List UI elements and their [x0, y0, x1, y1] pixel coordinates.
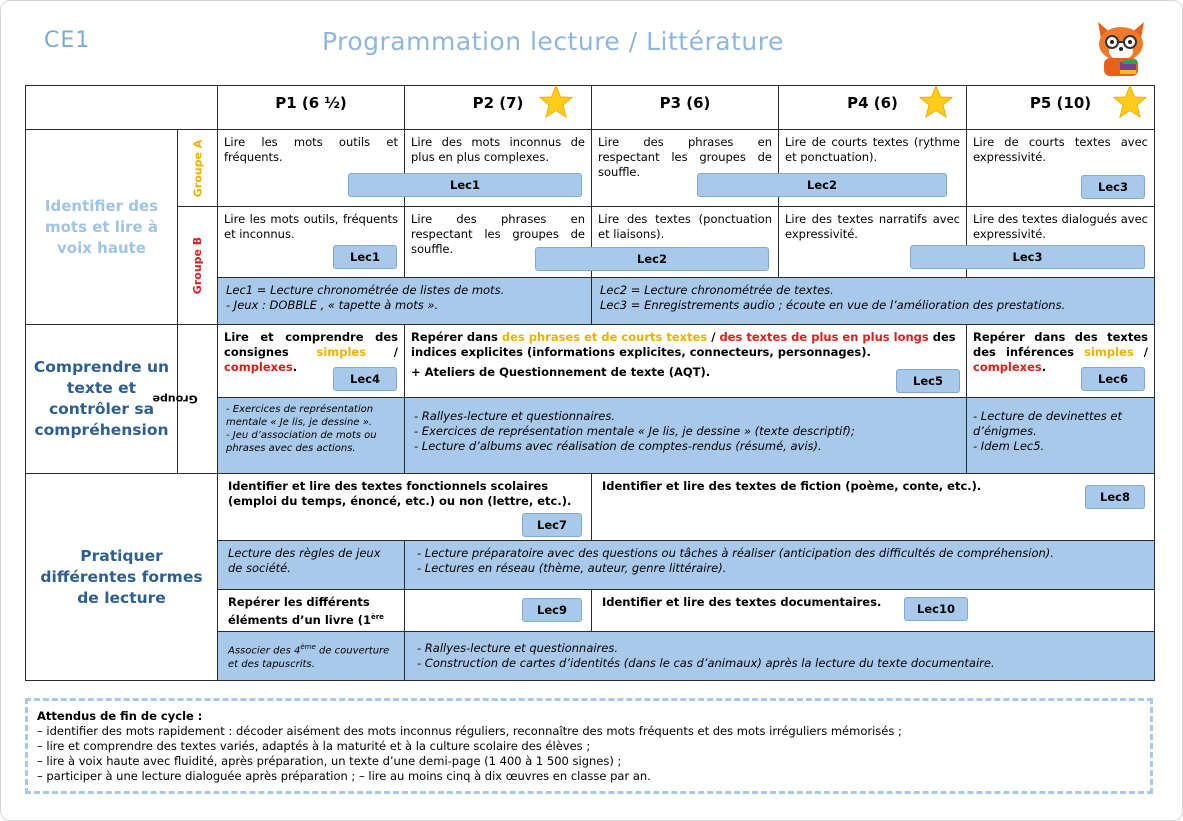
- attendus-item: – lire et comprendre des textes variés, adaptés à la maturité et à la culture scolaire des élèves ;: [37, 739, 591, 753]
- star-icon: [918, 84, 954, 120]
- documentary-notes-right: - Rallyes-lecture et questionnaires. - Construction de cartes d’identités (dans le cas d’animaux) après la lecture du texte documentaire.: [404, 631, 1155, 681]
- fiction-texts-cell: Identifier et lire des textes de fiction (poème, conte, etc.).: [591, 473, 1155, 541]
- lec2-badge: Lec2: [535, 247, 769, 271]
- groupB-p3: Lire des textes (ponctuation et liaisons).: [591, 206, 779, 278]
- domain-reading-forms: Pratiquer différentes formes de lecture: [25, 473, 218, 681]
- groupB-p1: Lire les mots outils, fréquents et inconnus.: [217, 206, 405, 278]
- page-title: Programmation lecture / Littérature: [322, 27, 784, 56]
- lec10-badge: Lec10: [904, 597, 968, 621]
- comprehension-p1: Lire et comprendre des consignes simples / complexes.: [217, 324, 405, 398]
- lec5-badge: Lec5: [896, 369, 960, 393]
- lec3-badge: Lec3: [910, 245, 1145, 269]
- group-ab-label: Groupe: [177, 324, 218, 474]
- comprehension-notes-p5: - Lecture de devinettes et d’énigmes. - Idem Lec5.: [966, 397, 1155, 474]
- section1-notes-left: Lec1 = Lecture chronométrée de listes de mots. - Jeux : DOBBLE , « tapette à mots ».: [217, 277, 592, 325]
- lec4-badge: Lec4: [333, 367, 397, 391]
- period-header-p2: P2 (7): [404, 85, 592, 130]
- functional-texts-cell: Identifier et lire des textes fonctionnels scolaires (emploi du temps, énoncé, etc.) ou non (lettre, etc.).: [217, 473, 592, 541]
- star-icon: [538, 84, 574, 120]
- lec3-badge: Lec3: [1081, 175, 1145, 199]
- lec7-badge: Lec7: [522, 513, 582, 537]
- period-header-p1: P1 (6 ½): [217, 85, 405, 130]
- groupA-p4: Lire de courts textes (rythme et ponctuation).: [778, 129, 967, 207]
- fox-mascot-icon: [1090, 18, 1152, 80]
- comprehension-notes-p2-p4: - Rallyes-lecture et questionnaires. - Exercices de représentation mentale « Je lis, je dessine » (texte descriptif); - Lecture d’albums avec réalisation de comptes-rendus (résumé, avis).: [404, 397, 967, 474]
- groupB-p2: Lire des phrases en respectant les groupes de souffle.: [404, 206, 592, 278]
- domain-identify-words: Identifier des mots et lire à voix haute: [25, 129, 178, 325]
- group-a-label: Groupe A: [177, 129, 218, 207]
- attendus-box: [25, 698, 1153, 794]
- lec1-badge: Lec1: [333, 245, 397, 269]
- corner-cell: [25, 85, 218, 130]
- lec2-badge: Lec2: [697, 173, 947, 197]
- groupA-p3: Lire des phrases en respectant les groupes de souffle.: [591, 129, 779, 207]
- groupA-p1: Lire les mots outils et fréquents.: [217, 129, 405, 207]
- documentary-texts-cell: Identifier et lire des textes documentaires.: [591, 589, 1155, 632]
- class-level: CE1: [44, 28, 91, 53]
- groupA-p2: Lire des mots inconnus de plus en plus complexes.: [404, 129, 592, 207]
- comprehension-p5: Repérer dans des textes des inférences simples / complexes.: [966, 324, 1155, 398]
- lec8-badge: Lec8: [1085, 485, 1145, 509]
- comprehension-p2-p4: Repérer dans des phrases et de courts textes / des textes de plus en plus longs des indices explicites (informations explicites, connecteurs, personnages). + Ateliers de Questionnement de texte (AQT).: [404, 324, 967, 398]
- domain-comprehension: Comprendre un texte et contrôler sa compréhension: [25, 324, 178, 474]
- lec1-badge: Lec1: [348, 173, 582, 197]
- lec6-badge: Lec6: [1081, 367, 1145, 391]
- period-header-p5: P5 (10): [966, 85, 1155, 130]
- attendus-item: – identifier des mots rapidement : décoder aisément des mots inconnus réguliers, reconnaître des mots fréquents et des mots irréguliers mémorisés ;: [37, 724, 902, 738]
- functional-notes-right: - Lecture préparatoire avec des questions ou tâches à réaliser (anticipation des difficultés de compréhension). - Lectures en réseau (thème, auteur, genre littéraire).: [404, 540, 1155, 590]
- group-b-label: Groupe B: [177, 206, 218, 325]
- section1-notes-right: Lec2 = Lecture chronométrée de textes. Lec3 = Enregistrements audio ; écoute en vue de l’amélioration des prestations.: [591, 277, 1155, 325]
- comprehension-notes-p1: - Exercices de représentation mentale « Je lis, je dessine ». - Jeu d’association de mots ou phrases avec des actions.: [217, 397, 405, 474]
- groupB-p4: Lire des textes narratifs avec expressivité.: [778, 206, 967, 278]
- book-elements-cell: Repérer les différents éléments d’un livre (1ère: [217, 589, 405, 632]
- groupA-p5: Lire de courts textes avec expressivité.: [966, 129, 1155, 207]
- attendus-item: – participer à une lecture dialoguée après préparation ; – lire au moins cinq à dix œuvres en classe par an.: [37, 769, 651, 783]
- functional-notes-left: Lecture des règles de jeux de société.: [217, 540, 405, 590]
- period-header-p4: P4 (6): [778, 85, 967, 130]
- attendus-item: – lire à voix haute avec fluidité, après préparation, un texte d’une demi-page (1 400 à 1 500 signes) ;: [37, 754, 622, 768]
- period-header-p3: P3 (6): [591, 85, 779, 130]
- groupB-p5: Lire des textes dialogués avec expressivité.: [966, 206, 1155, 278]
- star-icon: [1112, 84, 1148, 120]
- attendus-title: Attendus de fin de cycle :: [37, 709, 203, 723]
- documentary-notes-left: Associer des 4ème de couverture et des tapuscrits.: [217, 631, 405, 681]
- lec9-badge: Lec9: [522, 598, 582, 622]
